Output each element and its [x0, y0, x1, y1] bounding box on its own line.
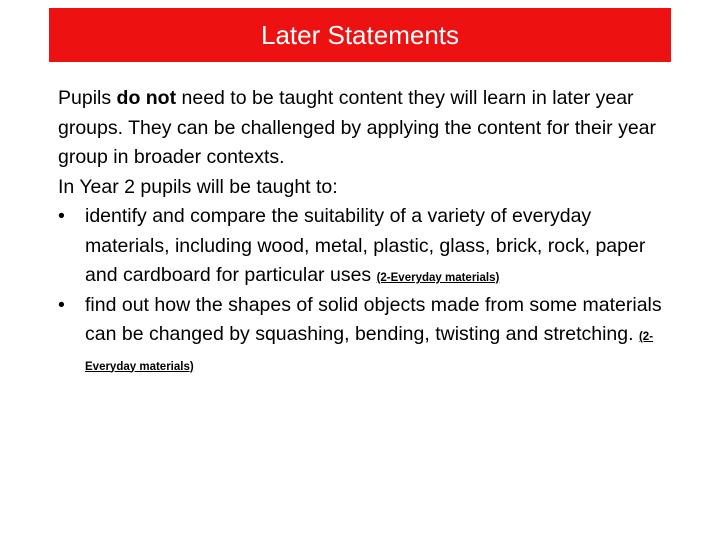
- curriculum-reference: (2-Everyday materials): [85, 331, 654, 373]
- curriculum-reference: (2-Everyday materials): [376, 272, 500, 284]
- slide-body: [58, 84, 678, 379]
- page-title: Later Statements: [261, 20, 459, 50]
- statement-text: find out how the shapes of solid objects made from some materials can be changed by squashing, bending, twisting and stretching.: [85, 293, 662, 345]
- list-item: [58, 202, 678, 291]
- title-bar: [49, 8, 671, 62]
- intro-text-end: need to be taught content they will learn in later year groups. They can be challenged by applying the content for their year group in broader contexts.: [58, 87, 657, 168]
- intro-text-start: Pupils: [58, 87, 117, 109]
- list-item: [58, 291, 678, 380]
- intro-emphasis: do not: [116, 87, 177, 109]
- intro-paragraph: [58, 84, 678, 173]
- bullet-icon: •: [58, 205, 65, 227]
- lead-in-text: In Year 2 pupils will be taught to:: [58, 175, 338, 198]
- statement-text: identify and compare the suitability of a variety of everyday materials, including wood, metal, plastic, glass, brick, rock, paper and cardboard for particular uses: [85, 205, 646, 286]
- bullet-icon: •: [58, 293, 65, 316]
- statement-list: [58, 202, 678, 379]
